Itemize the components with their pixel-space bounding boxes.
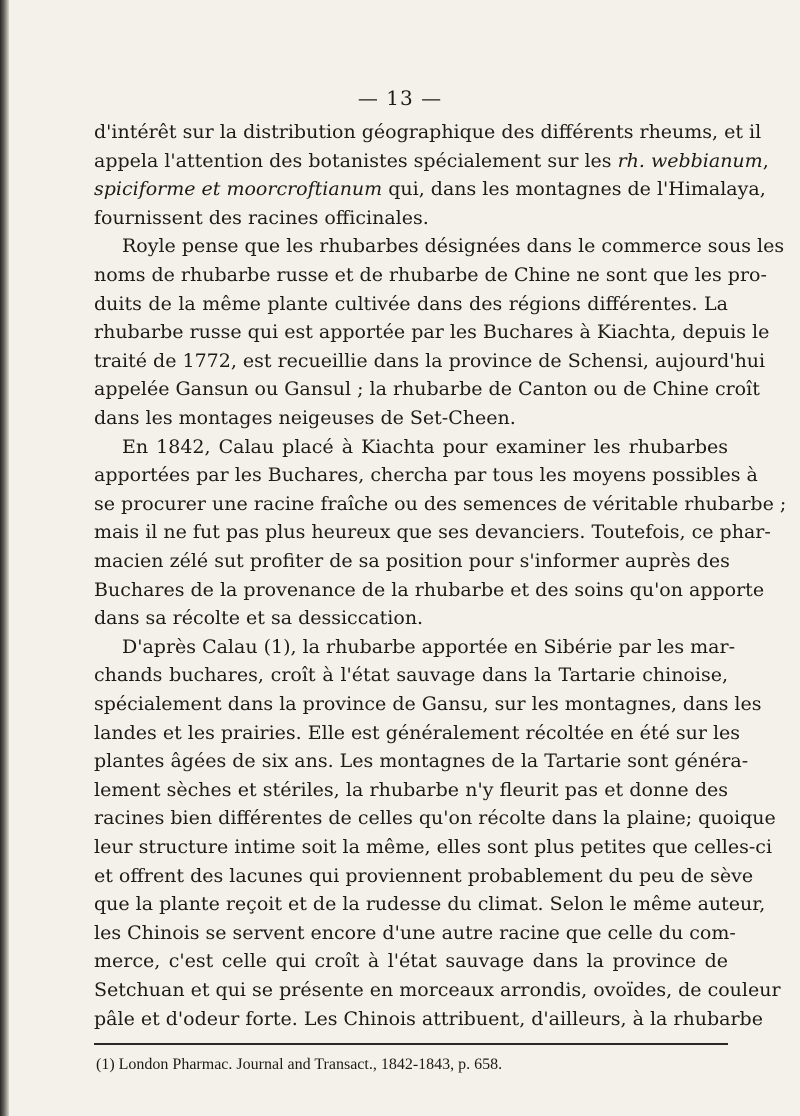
text-line: leur structure intime soit la même, elles sont plus petites que celles-ci xyxy=(94,836,773,858)
paragraph-start: Royle pense que les rhubarbes désignées dans le commerce sous les xyxy=(122,235,785,257)
text-line: duits de la même plante cultivée dans des régions différentes. La xyxy=(94,293,728,315)
text-line: les Chinois se servent encore d'une autre racine que celle du com- xyxy=(94,922,736,944)
text-line: spécialement dans la province de Gansu, sur les montagnes, dans les xyxy=(94,693,762,715)
page-number: — 13 — xyxy=(357,86,443,110)
text-line: d'intérêt sur la distribution géographique des différents rheums, et il xyxy=(94,121,762,143)
paragraph-start: En 1842, Calau placé à Kiachta pour examiner les rhubarbes xyxy=(122,436,728,458)
text-line: plantes âgées de six ans. Les montagnes de la Tartarie sont généra- xyxy=(94,750,749,772)
text-line: mais il ne fut pas plus heureux que ses devanciers. Toutefois, ce phar- xyxy=(94,521,771,543)
footnote-rule xyxy=(94,1043,728,1045)
text-line: chands buchares, croît à l'état sauvage dans la Tartarie chinoise, xyxy=(94,664,728,686)
text-line: landes et les prairies. Elle est généralement récoltée en été sur les xyxy=(94,722,741,744)
text-line: et offrent des lacunes qui proviennent probablement du peu de sève xyxy=(94,865,754,887)
text-line: lement sèches et stériles, la rhubarbe n'y fleurit pas et donne des xyxy=(94,779,728,801)
text-line: appelée Gansun ou Gansul ; la rhubarbe de Canton ou de Chine croît xyxy=(94,378,760,400)
text-line: rhubarbe russe qui est apportée par les Buchares à Kiachta, depuis le xyxy=(94,321,770,343)
text-line: noms de rhubarbe russe et de rhubarbe de Chine ne sont que les pro- xyxy=(94,264,767,286)
text-line: spiciforme et moorcroftianum qui, dans les montagnes de l'Himalaya, xyxy=(94,178,766,200)
page-binding-edge xyxy=(0,0,9,1116)
paragraph-start: D'après Calau (1), la rhubarbe apportée en Sibérie par les mar- xyxy=(122,636,735,658)
text-line: que la plante reçoit et de la rudesse du climat. Selon le même auteur, xyxy=(94,893,766,915)
text-line: dans les montages neigeuses de Set-Cheen. xyxy=(94,407,516,429)
text-line: merce, c'est celle qui croît à l'état sauvage dans la province de xyxy=(94,950,728,972)
text-line: traité de 1772, est recueillie dans la province de Schensi, aujourd'hui xyxy=(94,350,766,372)
text-line: Setchuan et qui se présente en morceaux arrondis, ovoïdes, de couleur xyxy=(94,979,781,1001)
text-line: apportées par les Buchares, chercha par tous les moyens possibles à xyxy=(94,464,758,486)
text-line: appela l'attention des botanistes spécialement sur les rh. webbianum, xyxy=(94,150,769,172)
text-line: pâle et d'odeur forte. Les Chinois attribuent, d'ailleurs, à la rhubarbe xyxy=(94,1008,763,1030)
footnote: (1) London Pharmac. Journal and Transact., 1842-1843, p. 658. xyxy=(96,1056,503,1073)
text-line: macien zélé sut profiter de sa position pour s'informer auprès des xyxy=(94,550,730,572)
text-line: fournissent des racines officinales. xyxy=(94,207,429,229)
text-line: dans sa récolte et sa dessiccation. xyxy=(94,607,424,629)
text-line: se procurer une racine fraîche ou des semences de véritable rhubarbe ; xyxy=(94,493,787,515)
text-line: Buchares de la provenance de la rhubarbe et des soins qu'on apporte xyxy=(94,579,765,601)
text-line: racines bien différentes de celles qu'on récolte dans la plaine; quoique xyxy=(94,807,776,829)
